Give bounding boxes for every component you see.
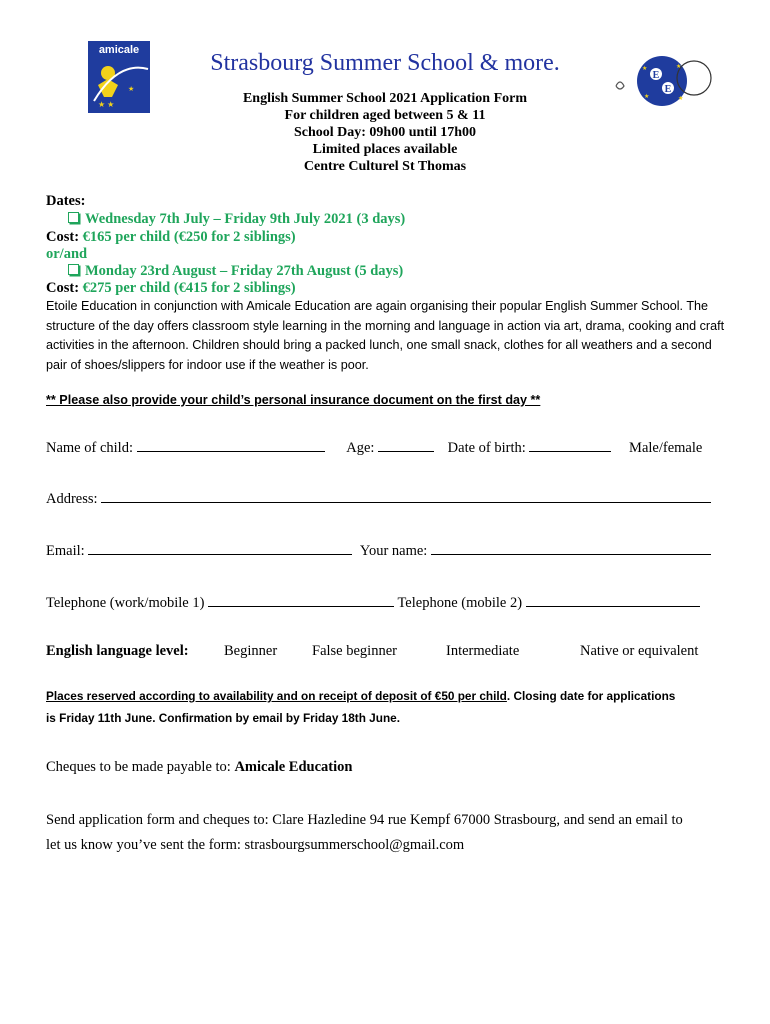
email-label: Email: (46, 543, 85, 559)
level-option-native[interactable]: Native or equivalent (580, 643, 699, 659)
cheques-line (46, 759, 352, 776)
cost-1-value: €165 per child (€250 for 2 siblings) (82, 229, 296, 245)
svg-text:E: E (652, 70, 660, 81)
description-paragraph: Etoile Education in conjunction with Amicale Education are again organising their popular English Summer School. The structure of the day offers classroom style learning in the morning and language in action via art, drama, cooking and craft activities in the afternoon. Children should bring a packed lunch, one small snack, clothes for all weathers and a second pair of shoes/slippers for indoor use if the weather is poor. (46, 299, 725, 372)
svg-text:E: E (664, 84, 672, 95)
date-option-1[interactable] (68, 211, 405, 228)
telephone-row (46, 592, 726, 612)
age-label: Age: (346, 440, 375, 456)
or-and-text: or/and (46, 246, 88, 262)
places-reserved-underlined: Places reserved according to availability and on receipt of deposit of €50 per child (46, 689, 507, 703)
svg-text:★: ★ (678, 96, 684, 102)
level-label: English language level: (46, 643, 189, 659)
level-option-false-beginner[interactable]: False beginner (312, 643, 397, 659)
cost-2-value: €275 per child (€415 for 2 siblings) (82, 280, 296, 296)
send-line-1: Send application form and cheques to: Clare Hazledine 94 rue Kempf 67000 Strasbourg, and send an email to (46, 812, 683, 828)
tel1-label: Telephone (work/mobile 1) (46, 595, 205, 611)
address-label: Address: (46, 491, 98, 507)
places-reserved-line1 (46, 689, 675, 703)
checkbox-icon[interactable] (68, 264, 79, 275)
cheques-label: Cheques to be made payable to: (46, 759, 231, 775)
name-label: Name of child: (46, 440, 133, 456)
cost-2-label: Cost: (46, 280, 80, 296)
form-heading: English Summer School 2021 Application Form (242, 91, 528, 106)
your-name-label: Your name: (359, 543, 428, 559)
dob-field[interactable] (529, 437, 611, 452)
name-field[interactable] (137, 437, 325, 452)
age-range: For children aged between 5 & 11 (284, 108, 486, 123)
level-option-beginner[interactable]: Beginner (224, 643, 278, 659)
svg-text:★: ★ (644, 94, 650, 100)
level-option-intermediate[interactable]: Intermediate (446, 643, 520, 659)
places-reserved-line2: is Friday 11th June. Confirmation by email by Friday 18th June. (46, 711, 400, 725)
cost-1-label: Cost: (46, 229, 80, 245)
address-row (46, 488, 726, 508)
school-day: School Day: 09h00 until 17h00 (293, 125, 477, 140)
child-details-row (46, 437, 726, 457)
amicale-logo-text: amicale (98, 44, 140, 56)
send-line-2: let us know you’ve sent the form: strasbourgsummerschool@gmail.com (46, 837, 465, 853)
svg-text:★ ★: ★ ★ (98, 100, 115, 109)
gender-label: Male/female (629, 440, 703, 456)
date-option-2[interactable] (68, 263, 403, 280)
places-reserved-rest: . Closing date for applications (506, 689, 676, 703)
page-title: Strasbourg Summer School & more. (210, 50, 560, 76)
email-row (46, 540, 726, 560)
tel1-field[interactable] (208, 592, 394, 607)
age-field[interactable] (378, 437, 434, 452)
venue: Centre Culturel St Thomas (303, 159, 467, 174)
tel2-field[interactable] (526, 592, 700, 607)
date-option-1-label: Wednesday 7th July – Friday 9th July 2021 (3 days) (85, 211, 406, 227)
limited-places: Limited places available (312, 142, 458, 157)
your-name-field[interactable] (431, 540, 711, 555)
email-field[interactable] (88, 540, 352, 555)
svg-text:★: ★ (642, 66, 648, 72)
tel2-label: Telephone (mobile 2) (397, 595, 523, 611)
insurance-note: ** Please also provide your child’s personal insurance document on the first day ** (46, 393, 541, 407)
address-field[interactable] (101, 488, 711, 503)
checkbox-icon[interactable] (68, 212, 79, 223)
date-option-2-label: Monday 23rd August – Friday 27th August (5 days) (85, 263, 404, 279)
cheques-payee: Amicale Education (234, 759, 353, 775)
svg-text:★: ★ (128, 85, 135, 93)
svg-text:★: ★ (676, 64, 682, 70)
dob-label: Date of birth: (447, 440, 526, 456)
dates-label: Dates: (46, 193, 86, 209)
